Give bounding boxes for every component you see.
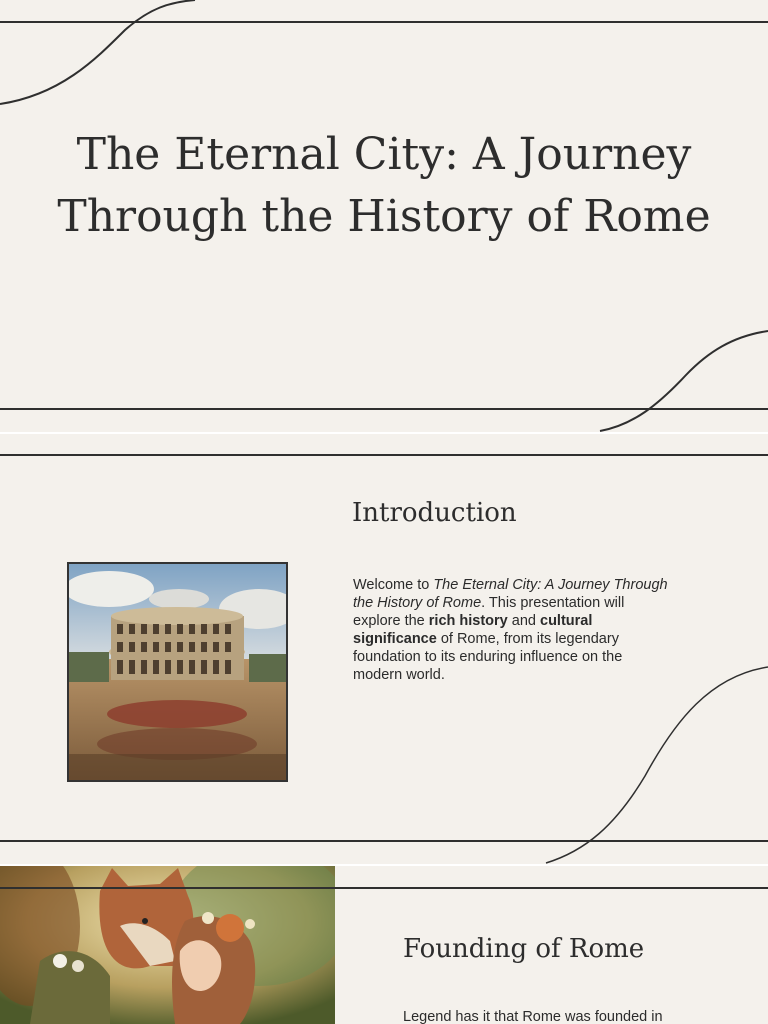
decorative-curve-right — [545, 666, 768, 864]
colosseum-image — [67, 562, 288, 782]
wolf-and-woman-image — [0, 866, 335, 1024]
founding-paragraph: Legend has it that Rome was founded in — [403, 1009, 663, 1024]
top-rule — [0, 887, 768, 889]
founding-slide — [0, 866, 768, 1024]
presentation-title: The Eternal City: A Journey Through the History of Rome — [57, 129, 711, 242]
slide-heading: Introduction — [352, 498, 517, 528]
introduction-slide — [0, 434, 768, 864]
top-rule — [0, 454, 768, 456]
slide-heading: Founding of Rome — [403, 934, 645, 964]
decorative-curve-top-left — [0, 0, 200, 110]
intro-paragraph: Welcome to The Eternal City: A Journey Through the History of Rome. This presentation will explore the rich history and cultural significance of Rome, from its legendary foundation to its enduring influence on the modern world. — [353, 577, 668, 683]
decorative-curve-bottom-right — [598, 330, 768, 432]
title-slide — [0, 0, 768, 432]
